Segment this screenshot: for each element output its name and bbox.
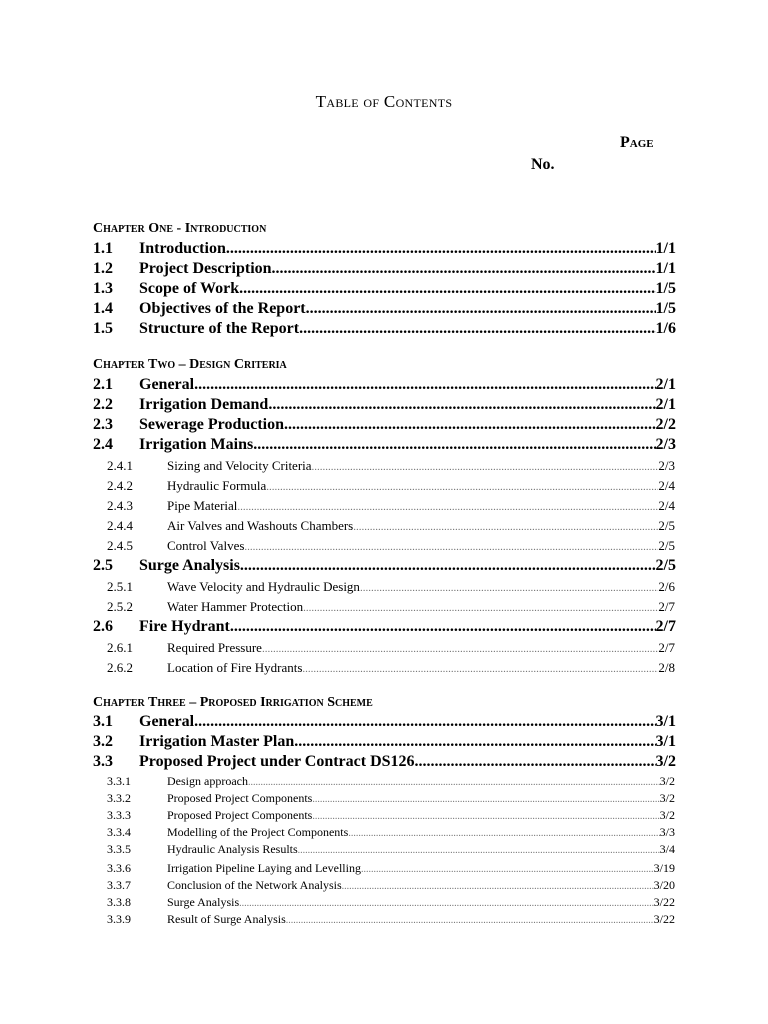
entry-number: 1.1	[93, 240, 113, 257]
chapter-heading: Chapter One - Introduction	[93, 221, 267, 236]
leader-dots	[226, 240, 656, 258]
leader-dots	[312, 811, 659, 822]
leader-dots	[272, 260, 656, 278]
leader-dots	[294, 733, 655, 751]
leader-dots	[302, 663, 658, 675]
toc-entry[interactable]	[93, 416, 676, 436]
entry-label: General	[139, 713, 195, 730]
entry-page: 1/5	[655, 300, 676, 317]
entry-page: 2/2	[655, 416, 676, 433]
entry-label: Result of Surge Analysis	[167, 912, 286, 926]
entry-number: 2.5.2	[107, 599, 133, 614]
toc-entry[interactable]	[93, 733, 676, 753]
entry-number: 3.3.7	[107, 878, 131, 892]
entry-number: 3.3.8	[107, 895, 131, 909]
entry-page: 2/7	[658, 640, 675, 655]
entry-page: 3/22	[653, 895, 675, 909]
entry-label: Control Valves	[167, 538, 245, 553]
entry-page: 2/8	[658, 660, 675, 675]
entry-number: 2.4.4	[107, 518, 133, 533]
toc-subentry[interactable]	[107, 478, 675, 496]
entry-label: Conclusion of the Network Analysis	[167, 878, 342, 892]
entry-page: 3/2	[659, 774, 675, 788]
leader-dots	[244, 541, 658, 553]
leader-dots	[237, 501, 658, 513]
leader-dots	[361, 864, 654, 875]
page-number-column-header: No.	[531, 156, 555, 173]
entry-page: 3/2	[659, 791, 675, 805]
leader-dots	[253, 436, 655, 454]
entry-label: Air Valves and Washouts Chambers	[167, 518, 354, 533]
toc-entry[interactable]	[93, 376, 676, 396]
leader-dots	[230, 618, 656, 636]
toc-entry[interactable]	[93, 320, 676, 340]
entry-number: 2.6	[93, 618, 113, 635]
entry-label: Fire Hydrant	[139, 618, 230, 635]
page-title: Table of Contents	[315, 92, 453, 111]
toc-subentry[interactable]	[107, 825, 675, 842]
leader-dots	[266, 481, 658, 493]
entry-label: Irrigation Master Plan	[139, 733, 295, 750]
entry-number: 1.3	[93, 280, 113, 297]
leader-dots	[348, 828, 659, 839]
leader-dots	[194, 376, 655, 394]
entry-page: 1/1	[655, 260, 676, 277]
entry-number: 2.4.1	[107, 458, 133, 473]
entry-number: 3.3	[93, 753, 113, 770]
leader-dots	[415, 753, 656, 771]
entry-label: Irrigation Mains	[139, 436, 254, 453]
entry-label: Project Description	[139, 260, 272, 277]
entry-number: 1.5	[93, 320, 113, 337]
entry-label: Sewerage Production	[139, 416, 285, 433]
entry-page: 2/3	[655, 436, 676, 453]
leader-dots	[248, 777, 660, 788]
entry-number: 2.4.2	[107, 478, 133, 493]
toc-subentry[interactable]	[107, 660, 675, 678]
entry-page: 2/1	[655, 376, 676, 393]
entry-number: 3.3.2	[107, 791, 131, 805]
toc-entry[interactable]	[93, 240, 676, 260]
leader-dots	[306, 300, 656, 318]
toc-entry[interactable]	[93, 618, 676, 638]
entry-label: Pipe Material	[167, 498, 238, 513]
entry-number: 2.3	[93, 416, 113, 433]
entry-page: 2/5	[655, 557, 676, 574]
leader-dots	[194, 713, 655, 731]
leader-dots	[239, 280, 655, 298]
toc-subentry[interactable]	[107, 878, 675, 895]
leader-dots	[342, 881, 654, 892]
entry-page: 2/5	[658, 538, 675, 553]
chapter-heading: Chapter Two – Design Criteria	[93, 357, 287, 372]
entry-page: 2/5	[658, 518, 675, 533]
leader-dots	[360, 582, 658, 594]
leader-dots	[240, 557, 656, 575]
entry-number: 2.4.3	[107, 498, 133, 513]
leader-dots	[299, 320, 655, 338]
toc-entry[interactable]	[93, 436, 676, 456]
entry-number: 3.2	[93, 733, 113, 750]
entry-number: 2.6.2	[107, 660, 133, 675]
toc-entry[interactable]	[93, 280, 676, 300]
entry-number: 2.6.1	[107, 640, 133, 655]
toc-subentry[interactable]	[107, 774, 675, 791]
entry-page: 2/7	[655, 618, 676, 635]
entry-number: 2.2	[93, 396, 113, 413]
entry-label: Water Hammer Protection	[167, 599, 304, 614]
entry-label: Modelling of the Project Components	[167, 825, 349, 839]
toc-entry[interactable]	[93, 300, 676, 320]
leader-dots	[353, 521, 658, 533]
toc-entry[interactable]	[93, 753, 676, 773]
page-column-header: Page	[620, 134, 654, 151]
entry-page: 2/3	[658, 458, 675, 473]
leader-dots	[284, 416, 656, 434]
entry-label: Proposed Project Components	[167, 808, 313, 822]
entry-number: 3.3.4	[107, 825, 131, 839]
toc-subentry[interactable]	[107, 579, 675, 597]
entry-page: 3/19	[653, 861, 675, 875]
toc-subentry[interactable]	[107, 518, 675, 536]
leader-dots	[262, 643, 658, 655]
entry-number: 2.4.5	[107, 538, 133, 553]
entry-number: 1.2	[93, 260, 113, 277]
entry-page: 3/1	[655, 713, 676, 730]
entry-page: 1/1	[655, 240, 676, 257]
entry-label: Introduction	[139, 240, 226, 257]
toc-subentry[interactable]	[107, 538, 675, 556]
entry-number: 3.3.6	[107, 861, 131, 875]
toc-subentry[interactable]	[107, 895, 675, 912]
toc-subentry[interactable]	[107, 791, 675, 808]
entry-number: 3.3.5	[107, 842, 131, 856]
entry-number: 2.4	[93, 436, 113, 453]
leader-dots	[239, 898, 654, 909]
entry-label: Proposed Project under Contract DS126	[139, 753, 415, 770]
chapter-heading: Chapter Three – Proposed Irrigation Scheme	[93, 695, 373, 710]
entry-label: General	[139, 376, 195, 393]
entry-page: 3/2	[655, 753, 676, 770]
toc-subentry[interactable]	[107, 861, 675, 878]
leader-dots	[286, 915, 654, 926]
entry-page: 1/6	[655, 320, 676, 337]
entry-label: Sizing and Velocity Criteria	[167, 458, 312, 473]
entry-page: 3/20	[653, 878, 675, 892]
leader-dots	[298, 845, 660, 856]
toc-entry[interactable]	[93, 713, 676, 733]
entry-page: 1/5	[655, 280, 676, 297]
entry-label: Proposed Project Components	[167, 791, 313, 805]
entry-page: 2/4	[658, 498, 675, 513]
toc-subentry[interactable]	[107, 498, 675, 516]
entry-label: Objectives of the Report	[139, 300, 306, 317]
entry-label: Design approach	[167, 774, 248, 788]
entry-page: 3/1	[655, 733, 676, 750]
entry-number: 3.3.1	[107, 774, 131, 788]
entry-page: 3/3	[659, 825, 675, 839]
entry-label: Required Pressure	[167, 640, 262, 655]
leader-dots	[312, 461, 659, 473]
toc-subentry[interactable]	[107, 599, 675, 617]
entry-number: 2.5	[93, 557, 113, 574]
toc-subentry[interactable]	[107, 640, 675, 658]
entry-page: 2/4	[658, 478, 675, 493]
entry-number: 2.1	[93, 376, 113, 393]
entry-label: Irrigation Pipeline Laying and Levelling	[167, 861, 361, 875]
entry-number: 1.4	[93, 300, 113, 317]
toc-entry[interactable]	[93, 557, 676, 577]
entry-page: 3/22	[653, 912, 675, 926]
entry-label: Location of Fire Hydrants	[167, 660, 303, 675]
toc-entry[interactable]	[93, 396, 676, 416]
toc-entry[interactable]	[93, 260, 676, 280]
entry-page: 2/7	[658, 599, 675, 614]
entry-number: 3.3.9	[107, 912, 131, 926]
entry-page: 2/1	[655, 396, 676, 413]
toc-subentry[interactable]	[107, 458, 675, 476]
entry-number: 3.1	[93, 713, 113, 730]
entry-number: 3.3.3	[107, 808, 131, 822]
entry-label: Surge Analysis	[139, 557, 240, 574]
toc-subentry[interactable]	[107, 842, 675, 859]
leader-dots	[303, 602, 658, 614]
entry-page: 3/2	[659, 808, 675, 822]
entry-label: Irrigation Demand	[139, 396, 269, 413]
toc-subentry[interactable]	[107, 912, 675, 929]
entry-number: 2.5.1	[107, 579, 133, 594]
entry-label: Surge Analysis	[167, 895, 240, 909]
entry-label: Wave Velocity and Hydraulic Design	[167, 579, 360, 594]
entry-label: Scope of Work	[139, 280, 240, 297]
entry-label: Structure of the Report	[139, 320, 300, 337]
entry-label: Hydraulic Formula	[167, 478, 267, 493]
entry-page: 2/6	[658, 579, 675, 594]
leader-dots	[268, 396, 655, 414]
leader-dots	[312, 794, 659, 805]
toc-subentry[interactable]	[107, 808, 675, 825]
entry-label: Hydraulic Analysis Results	[167, 842, 298, 856]
entry-page: 3/4	[659, 842, 675, 856]
